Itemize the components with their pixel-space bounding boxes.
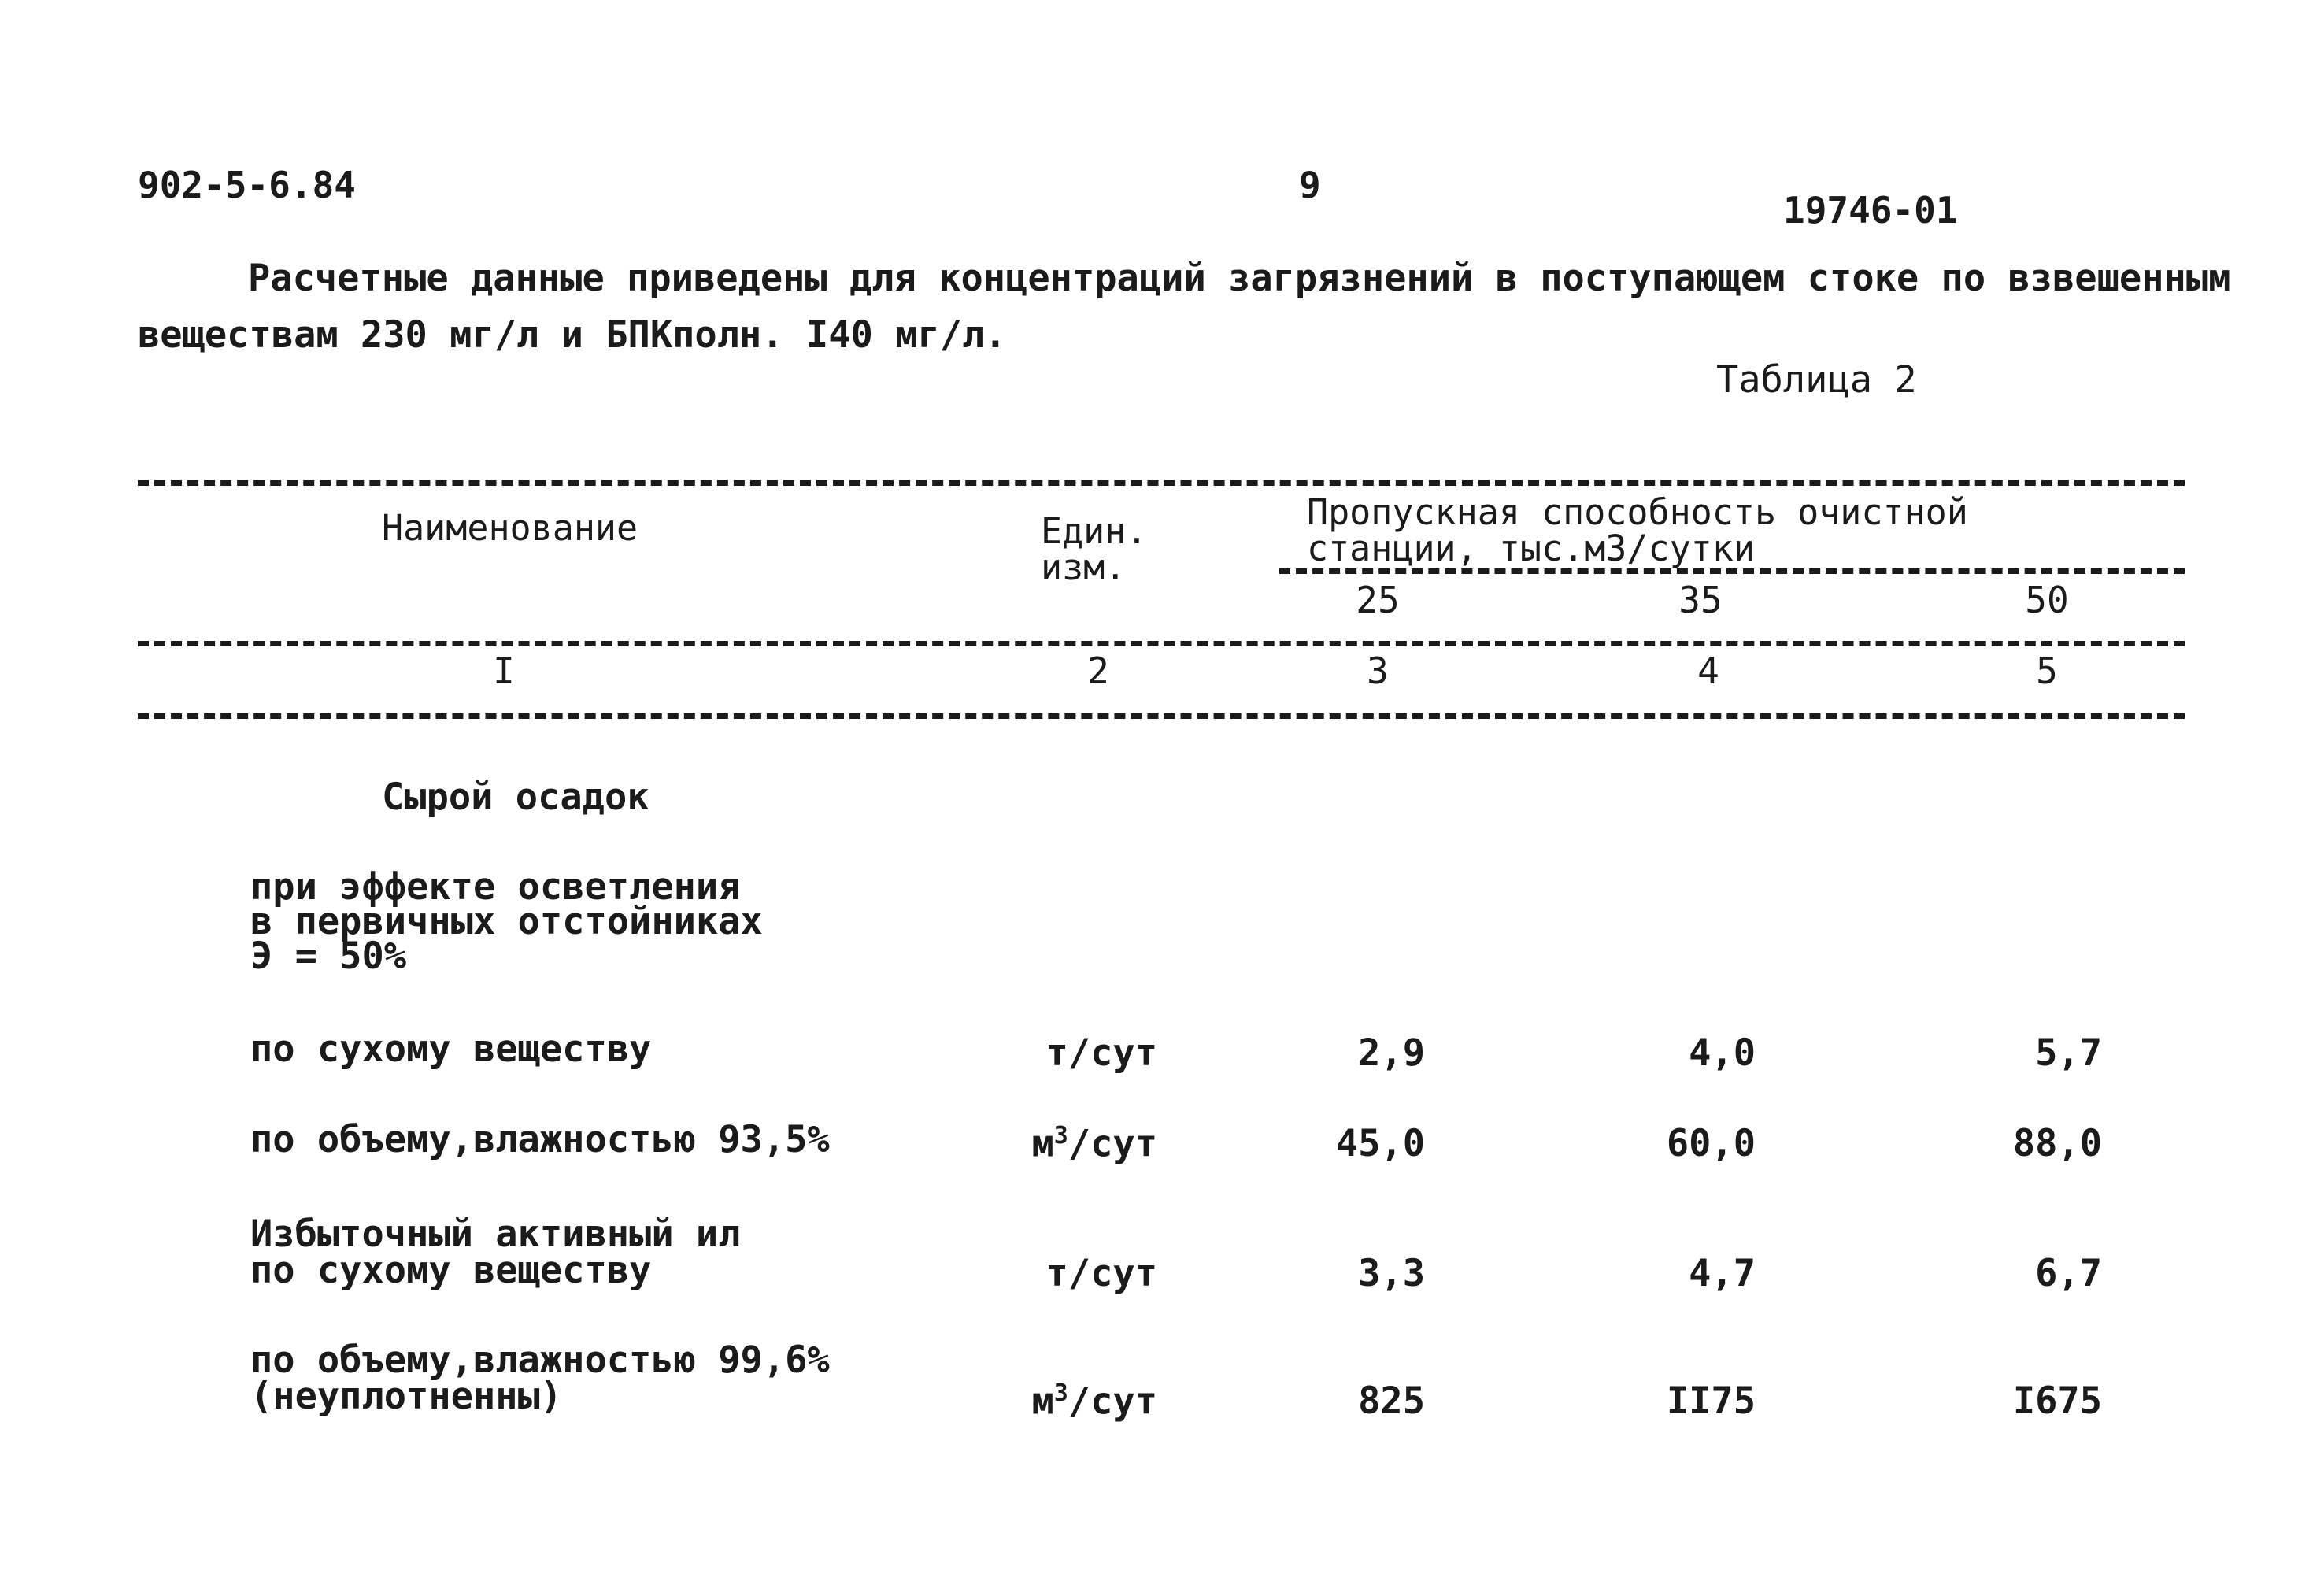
table-row-unit: $м^3$/сут <box>1031 1122 1157 1166</box>
table-cell-25: 2,9 <box>1358 1031 1425 1075</box>
table-cell-25: 825 <box>1358 1379 1425 1423</box>
table-caption: Таблица 2 <box>1716 358 1917 402</box>
row-label-line-2: по сухому веществу <box>250 1249 652 1292</box>
table-cell-50: 5,7 <box>2035 1031 2102 1075</box>
table-cell-25: 3,3 <box>1358 1252 1425 1295</box>
archive-number: 19746-01 <box>1783 189 1958 231</box>
table-cell-50: 88,0 <box>2012 1122 2102 1165</box>
capacity-header-line-2: станции, тыс.м3/сутки <box>1307 528 1755 569</box>
column-number-1: I <box>493 650 515 692</box>
unit-header-line-1: Един. <box>1041 510 1148 552</box>
column-header-unit <box>1041 510 1148 588</box>
condition-line-1: при эффекте осветления <box>250 865 741 909</box>
row-label-line-1: по объему,влажностью 99,6% <box>250 1338 830 1382</box>
column-header-capacity <box>1307 491 1968 569</box>
document-code: 902-5-6.84 <box>138 164 356 206</box>
intro-line-1: Расчетные данные приведены для концентраций загрязнений в поступающем стоке по взвешенным <box>248 257 2231 300</box>
condition-line-2: в первичных отстойниках <box>250 900 763 943</box>
row-label-line-2: (неуплотненны) <box>250 1375 563 1418</box>
header-bottom-rule <box>138 641 2185 646</box>
row-label-line-1: Избыточный активный ил <box>250 1213 741 1256</box>
table-row-unit: т/сут <box>1045 1031 1157 1075</box>
table-row-unit: $м^3$/сут <box>1031 1379 1157 1424</box>
table-row-unit: т/сут <box>1045 1252 1157 1295</box>
condition-line-3: Э = 50% <box>250 935 407 978</box>
capacity-subheader-rule <box>1279 568 2185 574</box>
column-number-3: 3 <box>1367 650 1389 692</box>
table-cell-35: 60,0 <box>1666 1122 1756 1165</box>
table-cell-35: 4,7 <box>1689 1252 1756 1295</box>
intro-line-2: веществам 230 мг/л и БПКполн. I40 мг/л. <box>138 313 1007 357</box>
table-cell-50: 6,7 <box>2035 1252 2102 1295</box>
table-cell-35: II75 <box>1666 1379 1756 1423</box>
capacity-35: 35 <box>1678 579 1723 621</box>
column-number-4: 4 <box>1697 650 1719 692</box>
table-cell-25: 45,0 <box>1335 1122 1425 1165</box>
table-row-label: по сухому веществу <box>250 1027 652 1071</box>
clarification-condition <box>250 865 763 978</box>
unit-header-line-2: изм. <box>1041 546 1127 588</box>
intro-paragraph <box>138 250 2231 364</box>
table-row-label <box>250 1213 741 1292</box>
column-number-2: 2 <box>1087 650 1109 692</box>
table-cell-50: I675 <box>2012 1379 2102 1423</box>
capacity-50: 50 <box>2025 579 2069 621</box>
table-row-label <box>250 1338 830 1418</box>
column-number-rule <box>138 713 2185 719</box>
column-number-5: 5 <box>2036 650 2058 692</box>
column-header-name: Наименование <box>382 507 638 549</box>
table-top-rule <box>138 480 2185 486</box>
capacity-header-line-1: Пропускная способность очистной <box>1307 491 1968 533</box>
section-title: Сырой осадок <box>382 776 649 819</box>
table-cell-35: 4,0 <box>1689 1031 1756 1075</box>
page-number: 9 <box>1299 164 1321 206</box>
capacity-25: 25 <box>1356 579 1400 621</box>
table-row-label: по объему,влажностью 93,5% <box>250 1118 830 1161</box>
